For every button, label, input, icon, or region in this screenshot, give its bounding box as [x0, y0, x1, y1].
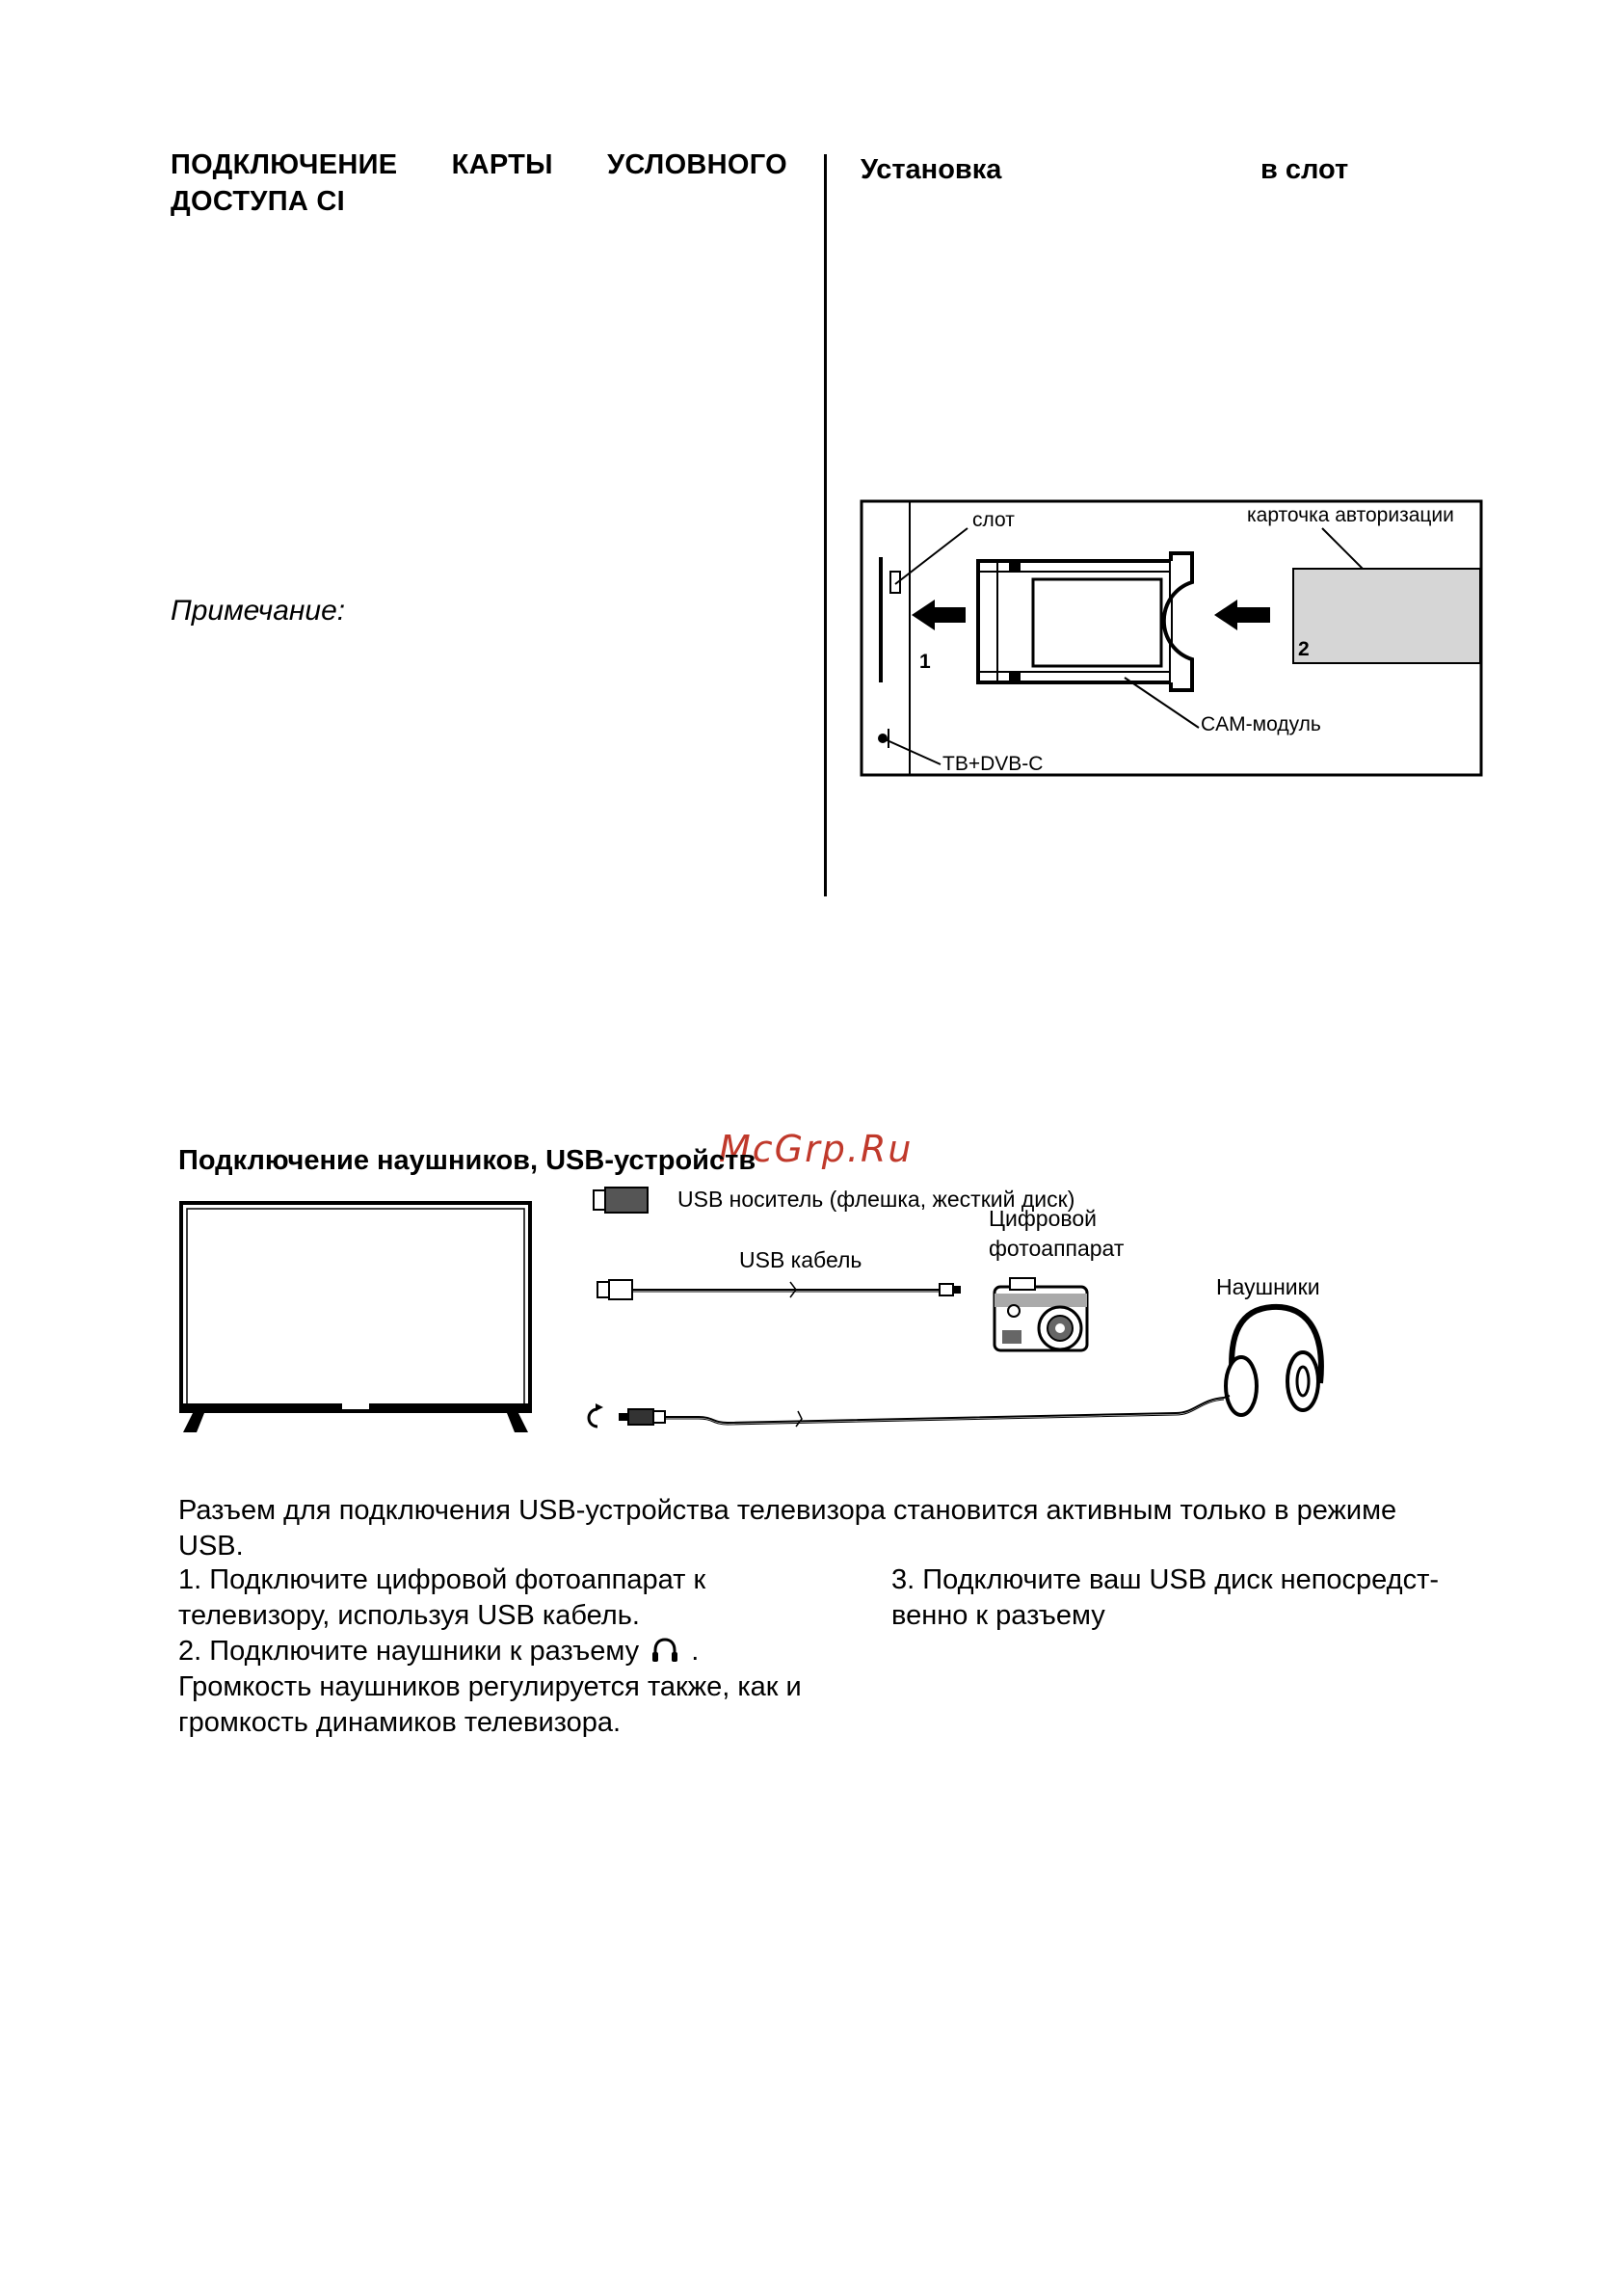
label-slot: слот: [972, 509, 1015, 531]
headphones-icon: [1226, 1307, 1321, 1415]
ci-title-word-3: УСЛОВНОГО: [607, 149, 787, 180]
label-usb-media: USB носитель (флешка, жесткий диск): [677, 1187, 1075, 1212]
headphone-cable: [665, 1396, 1230, 1423]
usb-step-2: [178, 1634, 834, 1741]
label-tv-dvbc: ТВ+DVB-C: [942, 753, 1044, 775]
headphone-plug: [628, 1409, 653, 1425]
tv-illustration: [181, 1203, 530, 1411]
tv-stand-left: [183, 1413, 204, 1432]
headphone-jack-icon: [589, 1403, 603, 1427]
usb-step-2-part-1: 2. Подключите наушники к разъему: [178, 1636, 640, 1667]
usb-headphones-diagram: [173, 1186, 1368, 1455]
arrow-left-icon-2: [1214, 600, 1270, 630]
authorization-card: [1293, 569, 1480, 663]
usb-step-3: 3. Подключите ваш USB диск непосредст- венно к разъему: [891, 1564, 1440, 1631]
install-title-right: в слот: [1260, 154, 1349, 185]
usb-step-1: 1. Подключите цифровой фотоаппарат к телевизору, используя USB кабель.: [178, 1564, 706, 1631]
label-cam: CAM-модуль: [1201, 713, 1321, 735]
usb-flash-connector: [594, 1190, 605, 1210]
ci-title-line-2: ДОСТУПА CI: [171, 186, 346, 217]
ci-section-title: [171, 147, 787, 220]
note-label: Примечание:: [171, 595, 346, 627]
usb-cable-plug-mini: [940, 1284, 953, 1295]
usb-flash-drive-icon: [605, 1188, 648, 1213]
ci-title-word-2: КАРТЫ: [451, 149, 553, 180]
step-1-label: 1: [919, 651, 931, 673]
camera-icon: [995, 1278, 1087, 1350]
ci-title-word-1: ПОДКЛЮЧЕНИЕ: [171, 149, 398, 180]
column-divider: [824, 154, 827, 896]
tv-slot-line: [879, 557, 883, 682]
arrow-left-icon: [912, 600, 966, 630]
label-card: карточка авторизации: [1247, 504, 1454, 526]
label-camera-line2: фотоаппарат: [989, 1236, 1125, 1261]
usb-step-2-part-2: . Громкость наушников регулируется также, как и громкость динамиков телевизора.: [178, 1636, 802, 1738]
watermark: McGrp.Ru: [719, 1128, 914, 1170]
label-headphones: Наушники: [1216, 1274, 1320, 1299]
usb-cable-plug-a: [609, 1280, 632, 1299]
label-camera-line1: Цифровой: [989, 1206, 1097, 1231]
ci-module-diagram: [860, 499, 1486, 779]
install-title-left: Установка: [861, 154, 1002, 185]
step-2-label: 2: [1298, 638, 1310, 660]
usb-section-title: Подключение наушников, USB-устройств: [178, 1145, 756, 1176]
tv-stand-right: [507, 1413, 528, 1432]
headphones-jack-icon: [650, 1637, 679, 1664]
label-usb-cable: USB кабель: [739, 1247, 862, 1272]
usb-intro-text: Разъем для подключения USB-устройства телевизора становится активным только в режиме USB.: [178, 1495, 1397, 1562]
